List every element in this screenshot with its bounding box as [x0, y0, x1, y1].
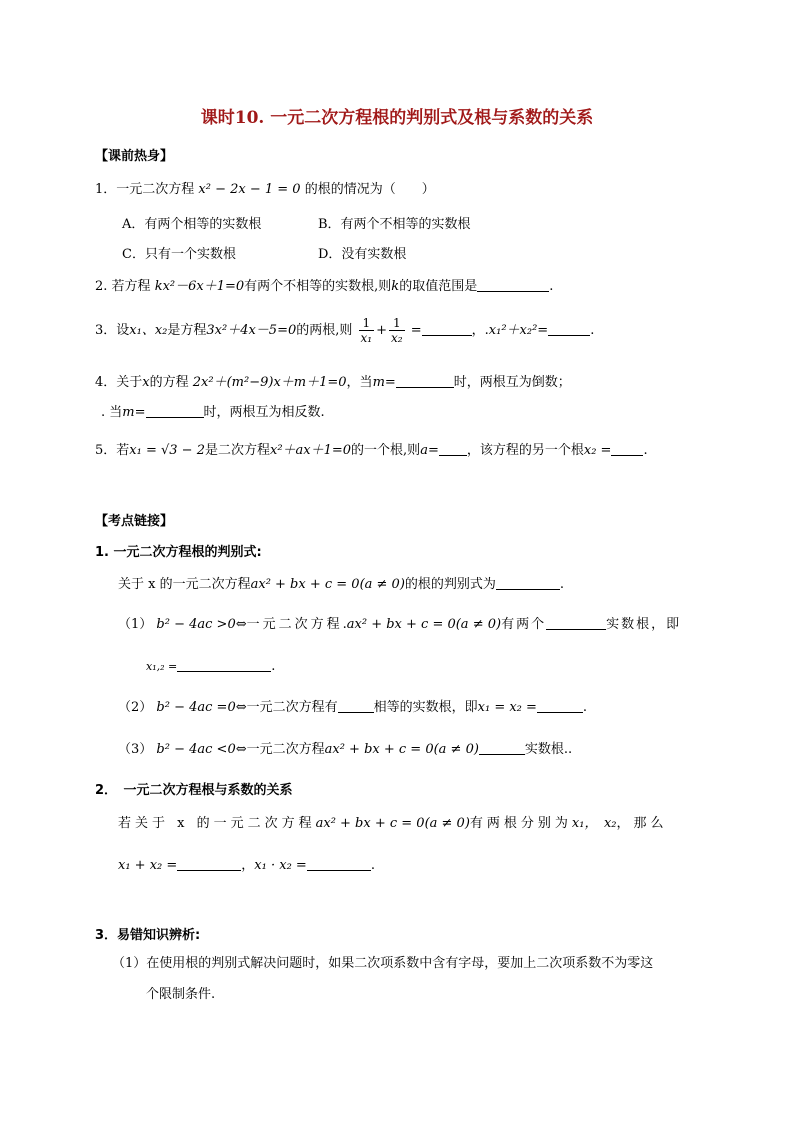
question-4-line-1 [95, 374, 571, 392]
s2-separator: ， [241, 858, 255, 873]
q3-separator: ，. [471, 323, 489, 338]
q1-tail: 的根的情况为（ ） [304, 182, 435, 197]
q3-frac1-numerator: 1 [359, 316, 375, 331]
q3-frac1-denominator: x₁ [360, 331, 373, 345]
q1-option-b: B．有两个不相等的实数根 [318, 217, 471, 232]
s1-c1-mid: 一元二次方程 [246, 617, 343, 632]
question-3 [95, 316, 594, 345]
s1-c3-condition: b² − 4ac <0⇔ [156, 742, 247, 757]
q2-mid: 有两个不相等的实数根,则 [244, 279, 392, 294]
s1-c3-mid: 一元二次方程 [246, 742, 325, 757]
q3-plus: + [376, 323, 388, 338]
s1-intro-end: . [559, 577, 565, 592]
q3-expression-2: x₁²＋x₂²= [488, 323, 549, 338]
q1-option-a: A．有两个相等的实数根 [122, 217, 262, 232]
subsection-2-title: 2． 一元二次方程根与系数的关系 [95, 783, 293, 798]
q3-fraction-1 [359, 316, 375, 345]
s3-item-1-line-1: （1）在使用根的判别式解决问题时，如果二次项系数中含有字母，要加上二次项系数不为零这 [112, 956, 654, 971]
s1-intro-pre: 关于 x 的一元二次方程 [118, 577, 251, 592]
q1-equation: x² − 2x − 1 = 0 [198, 182, 301, 197]
q4-tail-1: 时，两根互为倒数； [453, 375, 571, 390]
s1-intro-tail: 的根的判别式为 [404, 577, 496, 592]
q4-answer-blank-2[interactable] [146, 404, 204, 418]
s1-case-3 [118, 741, 572, 759]
s1-c1-condition: b² − 4ac >0⇔ [156, 617, 247, 632]
q5-equation-2: x²＋ax＋1=0 [269, 443, 352, 458]
q3-mid2: 的两根,则 [296, 323, 353, 338]
q5-pre: 5．若 [95, 443, 130, 458]
q5-mid: 是二次方程 [204, 443, 270, 458]
s3-item-1-line-2: 个限制条件. [146, 987, 216, 1002]
q3-fraction-2 [389, 316, 405, 345]
s2-line1-vars: x₁， x₂ [571, 816, 617, 831]
q5-mid3: ，该方程的另一个根 [466, 443, 584, 458]
s1-c1-blank-2[interactable] [177, 658, 271, 672]
s2-product-label: x₁ · x₂ = [254, 858, 307, 873]
q3-answer-blank-1[interactable] [422, 322, 472, 336]
q3-mid: 是方程 [167, 323, 207, 338]
q5-x2-eq: x₂ = [583, 443, 612, 458]
s1-c3-pre: （3） [118, 742, 153, 757]
s2-line1-tail: ，那么 [616, 816, 668, 831]
q5-answer-blank-1[interactable] [439, 442, 467, 456]
s1-c2-blank-1[interactable] [338, 699, 374, 713]
q2-end: . [549, 279, 554, 294]
q2-equation: kx²－6x＋1=0 [154, 279, 245, 294]
s1-c3-tail: 实数根.. [524, 742, 573, 757]
s1-c1-blank-1[interactable] [546, 616, 606, 630]
s1-c1-tail: 实数根，即 [606, 617, 682, 632]
subsection-3-title: 3．易错知识辨析: [95, 928, 201, 943]
s1-case-2 [118, 699, 587, 717]
q3-vars: x₁、x₂ [129, 323, 168, 338]
question-5 [95, 442, 648, 460]
section-header-links: 【考点链接】 [95, 514, 174, 529]
q5-mid2: 的一个根,则 [351, 443, 421, 458]
q2-var: k [391, 279, 400, 294]
s2-sum-label: x₁ + x₂ = [118, 858, 178, 873]
q3-equals: = [410, 323, 422, 338]
q1-text: 1．一元二次方程 [95, 182, 195, 197]
s1-c1-equation: ax² + bx + c = 0(a ≠ 0) [346, 617, 502, 632]
s1-c2-end: . [582, 700, 588, 715]
s1-c1-pre: （1） [118, 617, 153, 632]
q5-equation-1: x₁ = √3 − 2 [129, 443, 205, 458]
q1-option-c: C．只有一个实数根 [122, 247, 236, 262]
s1-c2-equation: x₁ = x₂ = [477, 700, 537, 715]
s1-c2-condition: b² − 4ac =0⇔ [156, 700, 247, 715]
q1-option-d: D．没有实数根 [318, 247, 407, 262]
s1-c1-end: . [271, 659, 276, 674]
s2-end: . [370, 858, 375, 873]
q2-tail: 的取值范围是 [399, 279, 478, 294]
q3-frac2-numerator: 1 [389, 316, 405, 331]
page-title: 课时10. 一元二次方程根的判别式及根与系数的关系 [200, 108, 594, 128]
q4-pre: 4．关于 [95, 375, 143, 390]
q2-pre: 2. 若方程 [95, 279, 151, 294]
s1-intro-equation: ax² + bx + c = 0(a ≠ 0) [250, 577, 405, 592]
q4-m-eq-1: m= [372, 375, 396, 390]
q4-mid2: ，当 [346, 375, 373, 390]
q4-var-x: x [142, 375, 150, 390]
s1-intro [118, 576, 564, 594]
q5-answer-blank-2[interactable] [611, 442, 643, 456]
s2-line-2 [118, 857, 375, 875]
s1-c1-mid2: 有两个 [501, 617, 547, 632]
q4-equation: 2x²＋(m²−9)x＋m＋1=0 [192, 375, 347, 390]
q3-frac2-denominator: x₂ [391, 331, 403, 345]
s2-product-blank[interactable] [307, 857, 371, 871]
s1-c2-pre: （2） [118, 700, 153, 715]
s2-sum-blank[interactable] [177, 857, 241, 871]
question-2 [95, 278, 553, 296]
question-1 [95, 181, 435, 199]
subsection-1-title: 1. 一元二次方程根的判别式: [95, 545, 262, 560]
s1-c2-mid: 一元二次方程有 [246, 700, 338, 715]
q3-end: . [590, 323, 595, 338]
q4-tail-2: 时，两根互为相反数. [203, 405, 325, 420]
q3-equation: 3x²＋4x－5=0 [206, 323, 297, 338]
s1-c1-roots-label: x₁,₂ = [146, 660, 178, 673]
s1-c1-dot: . [342, 617, 347, 632]
q3-pre: 3．设 [95, 323, 130, 338]
q5-a-eq: a= [420, 443, 439, 458]
question-4-line-2 [101, 404, 325, 422]
q4-line2-pre: . 当 [101, 405, 123, 420]
q4-m-eq-2: m= [122, 405, 146, 420]
s1-c3-blank[interactable] [479, 741, 525, 755]
q4-answer-blank-1[interactable] [396, 374, 454, 388]
q5-end: . [643, 443, 648, 458]
s1-c2-mid2: 相等的实数根，即 [373, 700, 478, 715]
s2-line1-mid: 有两根分别为 [469, 816, 572, 831]
s1-c3-equation: ax² + bx + c = 0(a ≠ 0) [324, 742, 479, 757]
s2-line1-pre: 若关于 x 的一元二次方程 [118, 816, 316, 831]
s1-c2-blank-2[interactable] [537, 699, 583, 713]
s1-case-1-roots [146, 658, 275, 676]
s1-discriminant-blank[interactable] [496, 576, 560, 590]
s2-line-1 [118, 815, 668, 833]
q3-answer-blank-2[interactable] [548, 322, 590, 336]
s1-case-1 [118, 616, 681, 634]
section-header-warmup: 【课前热身】 [95, 149, 174, 164]
q4-mid: 的方程 [149, 375, 189, 390]
q2-answer-blank[interactable] [477, 278, 549, 292]
s2-line1-equation: ax² + bx + c = 0(a ≠ 0) [315, 816, 470, 831]
